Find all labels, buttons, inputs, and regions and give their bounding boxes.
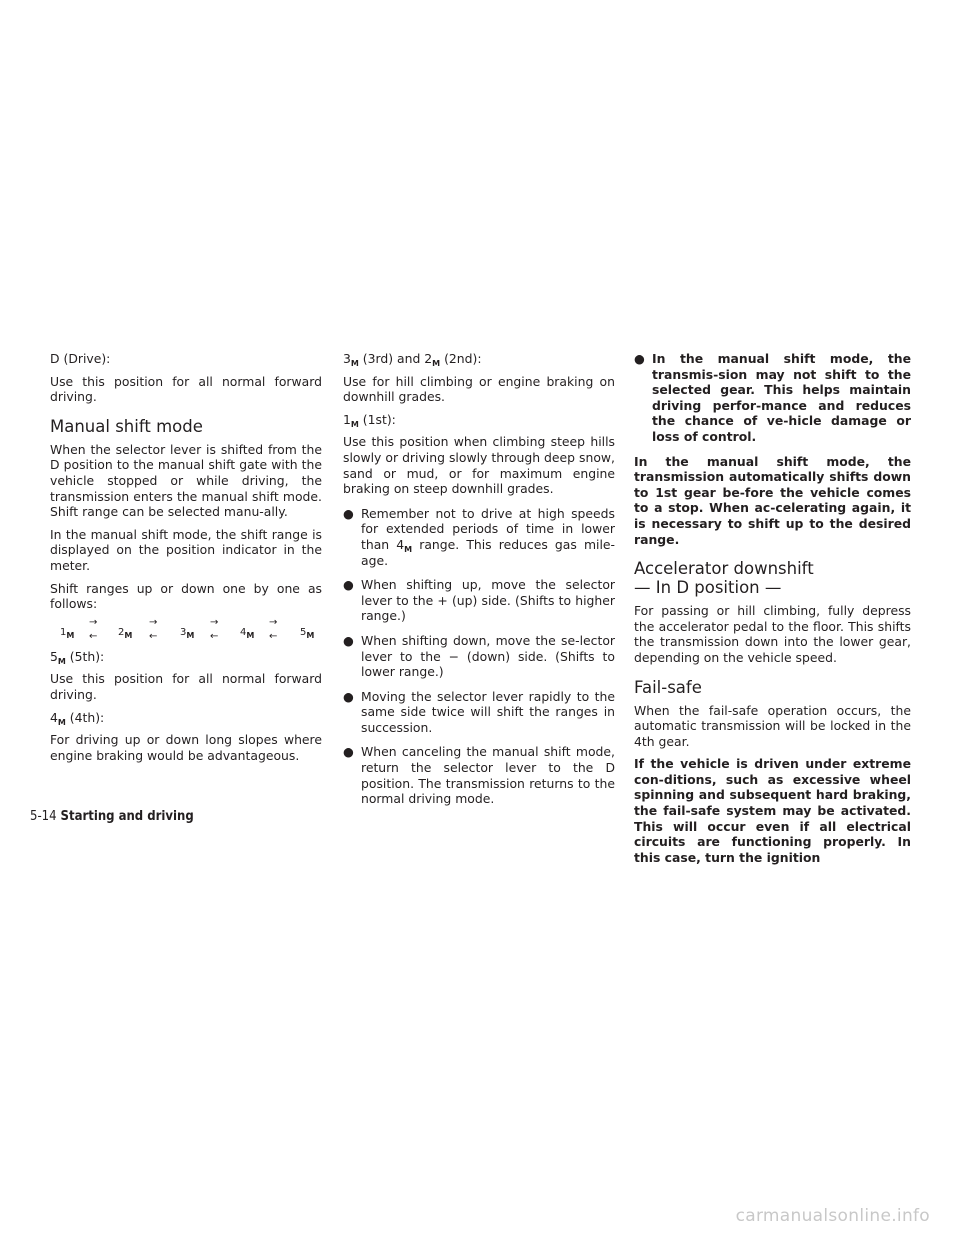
down-arrow-icon: ← [149, 630, 158, 642]
up-arrow-icon: → [210, 616, 219, 628]
fifth-gear-label: $5_M$ (5th): [50, 648, 105, 666]
first-gear-text: Use this position when climbing steep hills slowly or driving slowly through deep snow, sand or mud, or for maximum engine braking on steep downhill grades. [343, 434, 615, 497]
gear-3: $3_M$ [180, 626, 195, 640]
third-gear-text: Use for hill climbing or engine braking on downhill grades. [343, 373, 615, 405]
column-2 [343, 351, 615, 816]
bullet-icon: ● [343, 505, 354, 521]
bullet-icon: ● [634, 351, 645, 366]
bullet-icon: ● [343, 744, 354, 760]
watermark: carmanualsonline.info [735, 1206, 930, 1226]
down-arrow-icon: ← [89, 630, 98, 642]
third-second-gear-label: $3_M$ (3rd) and $2_M$ (2nd): [343, 351, 482, 368]
down-arrow-icon: ← [210, 630, 219, 642]
manual-shift-p2: In the manual shift mode, the shift range is displayed on the position indicator in the meter. [50, 526, 322, 573]
list-item: ● When shifting up, move the selector lever to the + (up) side. (Shifts to higher range.) [343, 577, 615, 624]
accelerator-downshift-heading: Accelerator downshift — In D position — [634, 559, 814, 598]
bullet-icon: ● [343, 688, 354, 704]
down-arrow-icon: ← [269, 630, 278, 642]
downshift-note: In the manual shift mode, the transmission automatically shifts down to 1st gear be-fore the vehicle comes to a stop. When ac-celerating again, it is necessary to shift up to the desired range. [634, 453, 911, 547]
fifth-gear-text: Use this position for all normal forward driving. [50, 671, 322, 702]
d-drive-text: Use this position for all normal forward driving. [50, 373, 322, 405]
bullet-icon: ● [343, 577, 354, 593]
page-footer [30, 809, 194, 824]
list-item: ● In the manual shift mode, the transmis-sion may not shift to the selected gear. This helps maintain driving perfor-mance and reduces the chance of ve-hicle damage or loss of control. [634, 351, 911, 444]
manual-shift-p1: When the selector lever is shifted from the D position to the manual shift gate with the vehicle stopped or while driving, the transmission enters the manual shift mode. Shift range can be selected manu-ally. [50, 441, 322, 520]
up-arrow-icon: → [89, 616, 98, 628]
up-arrow-icon: → [149, 616, 158, 628]
d-drive-label: D (Drive): [50, 351, 111, 366]
gear-sequence-diagram [50, 616, 322, 643]
gear-2: $2_M$ [118, 626, 133, 640]
fail-safe-warning: If the vehicle is driven under extreme con-ditions, such as excessive wheel spinning and subsequent hard braking, the fail-safe system may be activated. This will occur even if all electrical circuits are functioning properly. In this case, turn the ignition [634, 756, 911, 865]
up-arrow-icon: → [269, 616, 278, 628]
list-item: ● When canceling the manual shift mode, return the selector lever to the D position. The transmission returns to the normal driving mode. [343, 744, 615, 807]
first-gear-label: $1_M$ (1st): [343, 411, 396, 429]
gear-4: $4_M$ [240, 626, 255, 640]
accelerator-downshift-text: For passing or hill climbing, fully depress the accelerator pedal to the floor. This shifts the transmission down into the lower gear, depending on the vehicle speed. [634, 603, 911, 665]
gear-1: $1_M$ [60, 626, 75, 640]
section-title: Starting and driving [60, 809, 194, 824]
fourth-gear-label: $4_M$ (4th): [50, 709, 105, 727]
list-item: ● Remember not to drive at high speeds for extended periods of time in lower than $4_M$ range. This reduces gas mile-age. [343, 505, 615, 568]
bullet-icon: ● [343, 632, 354, 648]
gear-5: $5_M$ [300, 626, 315, 640]
fourth-gear-text: For driving up or down long slopes where engine braking would be advantageous. [50, 732, 322, 763]
manual-shift-heading: Manual shift mode [50, 416, 203, 436]
fail-safe-heading: Fail-safe [634, 677, 702, 697]
column-1 [50, 351, 322, 770]
page-number: 5-14 [30, 809, 57, 824]
column-3 [634, 351, 911, 872]
list-item: ● Moving the selector lever rapidly to the same side twice will shift the ranges in succession. [343, 688, 615, 735]
fail-safe-text: When the fail-safe operation occurs, the automatic transmission will be locked in the 4th gear. [634, 702, 911, 749]
manual-shift-p3: Shift ranges up or down one by one as follows: [50, 580, 322, 612]
list-item: ● When shifting down, move the se-lector lever to the − (down) side. (Shifts to lower range.) [343, 632, 615, 680]
